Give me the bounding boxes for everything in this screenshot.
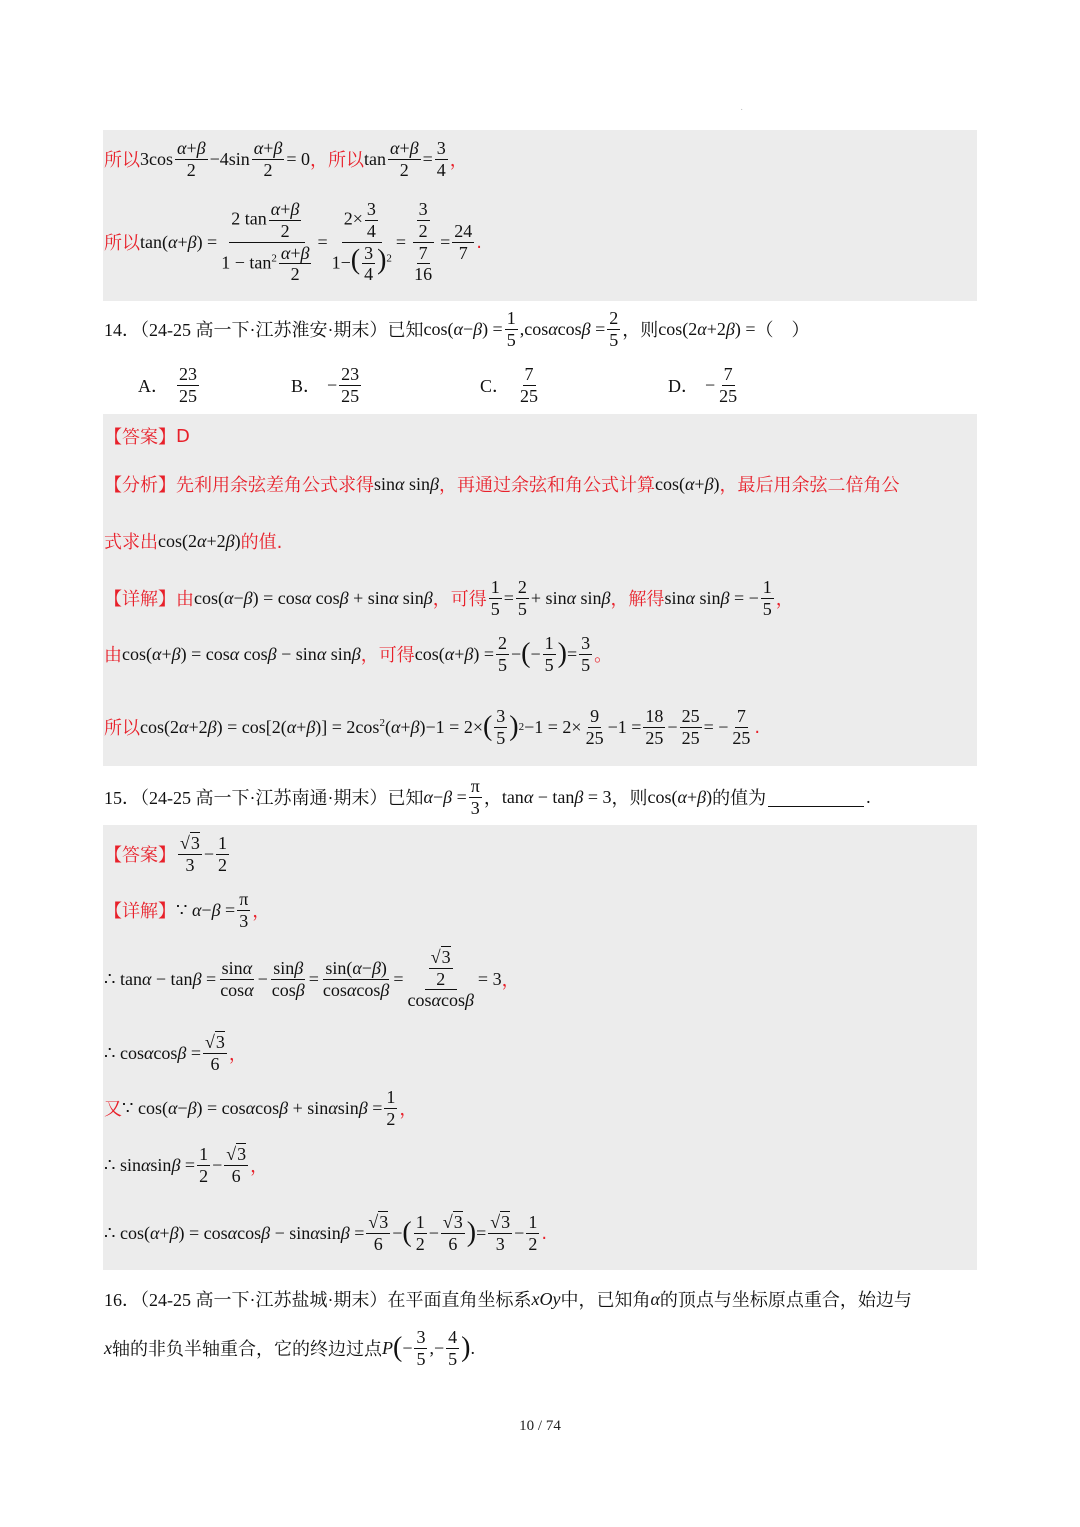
q16-stem-1: 16．（24-25 高一下·江苏盐城·期末）在平面直角坐标系 xOy 中，已知角 α 的顶点与坐标原点重合，始边与 [104, 1288, 912, 1310]
q15-stem: 15．（24-25 高一下·江苏南通·期末）已知 α−β = $\frac{\pi}{3}$ ， tanα − tanβ = 3 ，则 cos(α+β) 的值为 . [104, 775, 871, 818]
q15-detail-4: 又 ∵ cos(α−β) = cosαcosβ + sinαsinβ = $\frac{1}{2}$ ， [104, 1086, 418, 1129]
q14-analysis-1: 【分析】 先利用余弦差角公式求得 sinα sinβ ，再通过余弦和角公式计算 cos(α+β) ，最后用余弦二倍角公 [104, 473, 900, 496]
q15-detail-6: ∴ cos(α+β) = cosαcosβ − sinαsinβ = $\frac{√3}{6}$ − ( $\frac{1}{2}$ − $\frac{√3}{6}$ ) = $\frac{√3}{3}$ − $\frac{1}{2}$ . [104, 1211, 548, 1254]
header-mark: ˙ [740, 108, 744, 119]
q15-answer: 【答案】 $\frac{√3}{3}$ − $\frac{1}{2}$ [104, 832, 228, 875]
q13-line-1: 所以 3cos $\frac{\alpha+\beta}{2}$ −4sin $\frac{\alpha+\beta}{2}$ = 0 ，所以 tan $\frac{\alpha+\beta}{2}$ = $\frac{3}{4}$ ， [104, 137, 468, 180]
q14-detail-3: 所以 $\cos(2\alpha+2\beta) = \cos[2(\alpha+\beta)] = 2\cos^2(\alpha+\beta)-1 = 2\times$ ( $\frac{3}{5}$ ) 2 −1 = 2× $\frac{9}{25}$ −1 = $\frac{18}{25}$ − $\frac{25}{25}$ = − $\frac{7}{25}$ . [104, 705, 761, 748]
q14-option-a[interactable]: A． $\frac{23}{25}$ [138, 364, 197, 406]
q14-detail-2: 由 cos(α+β) = cosα cosβ − sinα sinβ ，可得 cos(α+β) = $\frac{2}{5}$ − ( − $\frac{1}{5}$ ) = $\frac{3}{5}$ 。 [104, 632, 613, 675]
page-number: 10 / 74 [519, 1418, 561, 1434]
q14-option-b[interactable]: B． − $\frac{23}{25}$ [291, 364, 360, 406]
q14-option-c[interactable]: C． $\frac{7}{25}$ [480, 364, 539, 406]
q15-detail-5: ∴ sinαsinβ = $\frac{1}{2}$ − $\frac{√3}{6}$ ， [104, 1143, 269, 1186]
q14-option-d[interactable]: D． − $\frac{7}{25}$ [668, 364, 738, 406]
q14-analysis-2: 式求出 cos(2α+2β) 的值. [104, 530, 283, 553]
q14-stem: 14．（24-25 高一下·江苏淮安·期末）已知 cos(α−β) = $\frac{1}{5}$ ,cosαcosβ = $\frac{2}{5}$ ，则 cos(2α+2β) = （ ） [104, 307, 810, 350]
q15-detail-3: ∴ cosαcosβ = $\frac{√3}{6}$ ， [104, 1031, 247, 1074]
q14-detail-1: 【详解】 由 cos(α−β) = cosα cosβ + sinα sinβ ，可得 $\frac{1}{5}$ = $\frac{2}{5}$ + sinα sinβ ，解得 sinα sinβ = − $\frac{1}{5}$ ， [104, 576, 794, 619]
q16-stem-2: x 轴的非负半轴重合，它的终边过点 P ( − $\frac{3}{5}$ ,− $\frac{4}{5}$ ) . [104, 1326, 475, 1369]
q15-detail-1: 【详解】 ∵ α−β = $\frac{\pi}{3}$ ， [104, 888, 271, 931]
q15-detail-2: ∴ tanα − tanβ = $\frac{\sin\alpha}{\cos\alpha}$ − $\frac{\sin\beta}{\cos\beta}$ = $\frac{\sin(\alpha-\beta)}{\cos\alpha\cos\beta}$ = $\frac{\frac{√3}{2}}{\cos\alpha\cos\beta}$ = 3 ， [104, 946, 520, 1011]
q15-answer-blank[interactable] [768, 788, 864, 807]
q13-line-2: 所以 tan(α+β) = 2 tan $\frac{\alpha+\beta}{2}$ $1 - \tan^2$ $\frac{\alpha+\beta}{2}$ = 2× $\frac{3}{4}$ 1−( $\frac{3}{4}$ )$^2$ = $\frac{\frac{3}{2}}{\frac{7}{16}}$ = $\frac{24}{7}$ . [104, 199, 482, 285]
q14-answer: 【答案】 D [104, 425, 190, 448]
